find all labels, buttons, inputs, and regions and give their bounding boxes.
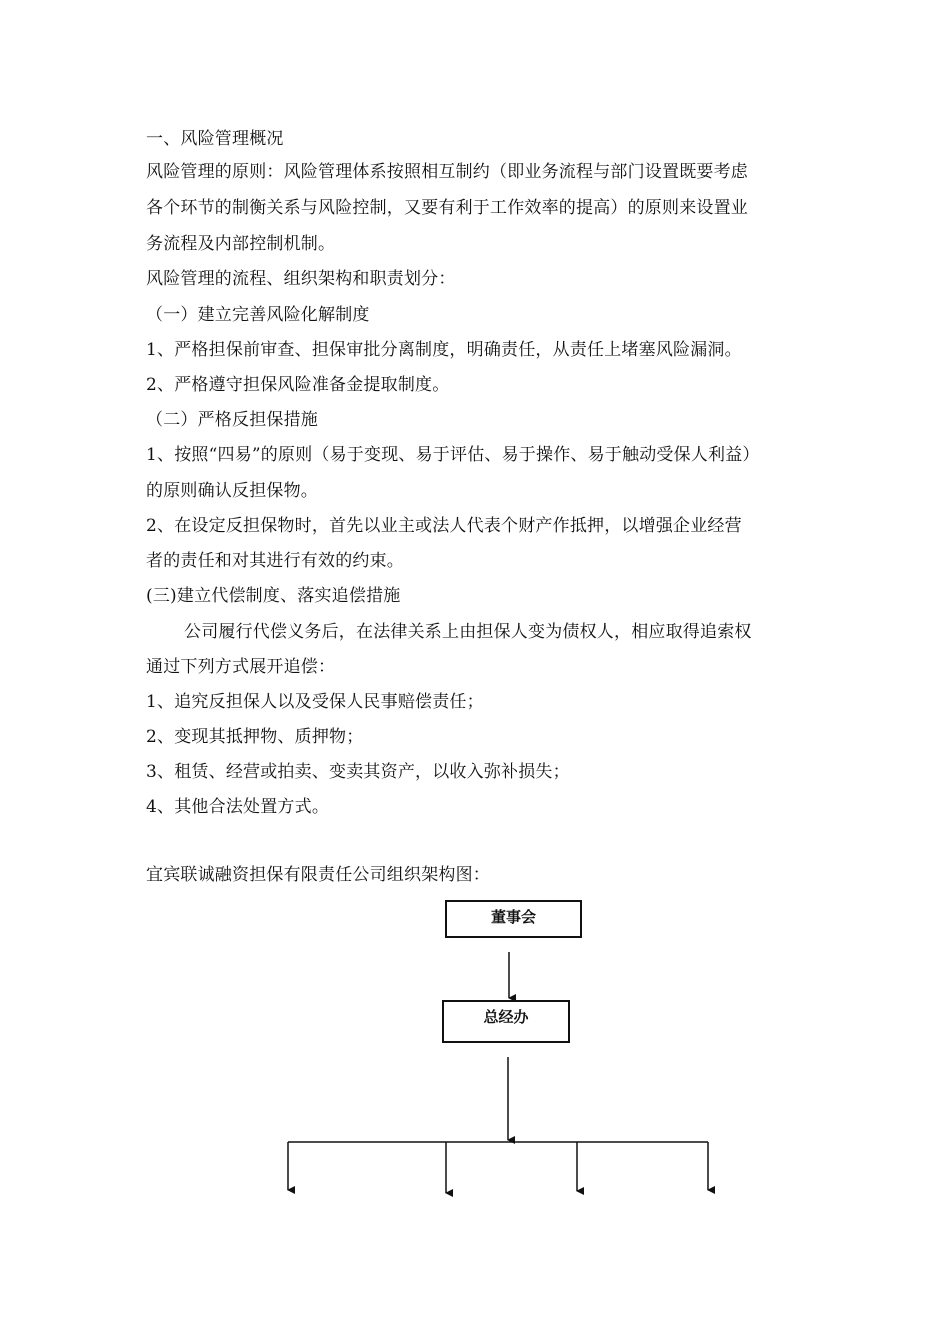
- paragraph-line: 各个环节的制衡关系与风险控制，又要有利于工作效率的提高）的原则来设置业: [146, 198, 748, 218]
- org-chart-title: 宜宾联诚融资担保有限责任公司组织架构图：: [146, 865, 490, 885]
- paragraph-line: 风险管理的流程、组织架构和职责划分：: [146, 269, 456, 289]
- list-item: 1、严格担保前审查、担保审批分离制度，明确责任，从责任上堵塞风险漏洞。: [146, 340, 742, 360]
- org-box-general-office-label: 总经办: [483, 1008, 529, 1026]
- paragraph-line: 公司履行代偿义务后，在法律关系上由担保人变为债权人，相应取得追索权: [184, 622, 752, 642]
- section-heading-risk-overview: 一、风险管理概况: [146, 129, 284, 149]
- subsection-heading-2: （二）严格反担保措施: [146, 410, 318, 430]
- list-item: 1、按照“四易”的原则（易于变现、易于评估、易于操作、易于触动受保人利益）: [146, 445, 760, 465]
- paragraph-line: 的原则确认反担保物。: [146, 481, 318, 501]
- list-item: 2、在设定反担保物时，首先以业主或法人代表个财产作抵押，以增强企业经营: [146, 516, 742, 536]
- list-item: 2、变现其抵押物、质押物；: [146, 727, 364, 747]
- subsection-heading-1: （一）建立完善风险化解制度: [146, 305, 370, 325]
- subsection-heading-3: (三)建立代偿制度、落实追偿措施: [146, 586, 401, 606]
- paragraph-line: 通过下列方式展开追偿：: [146, 657, 336, 677]
- list-item: 3、租赁、经营或拍卖、变卖其资产，以收入弥补损失；: [146, 762, 570, 782]
- list-item: 1、追究反担保人以及受保人民事赔偿责任；: [146, 692, 484, 712]
- list-item: 2、严格遵守担保风险准备金提取制度。: [146, 375, 450, 395]
- list-item: 4、其他合法处置方式。: [146, 797, 330, 817]
- org-box-board-label: 董事会: [490, 908, 536, 926]
- paragraph-line: 者的责任和对其进行有效的约束。: [146, 551, 404, 571]
- paragraph-line: 风险管理的原则：风险管理体系按照相互制约（即业务流程与部门设置既要考虑: [146, 162, 748, 182]
- paragraph-line: 务流程及内部控制机制。: [146, 234, 336, 254]
